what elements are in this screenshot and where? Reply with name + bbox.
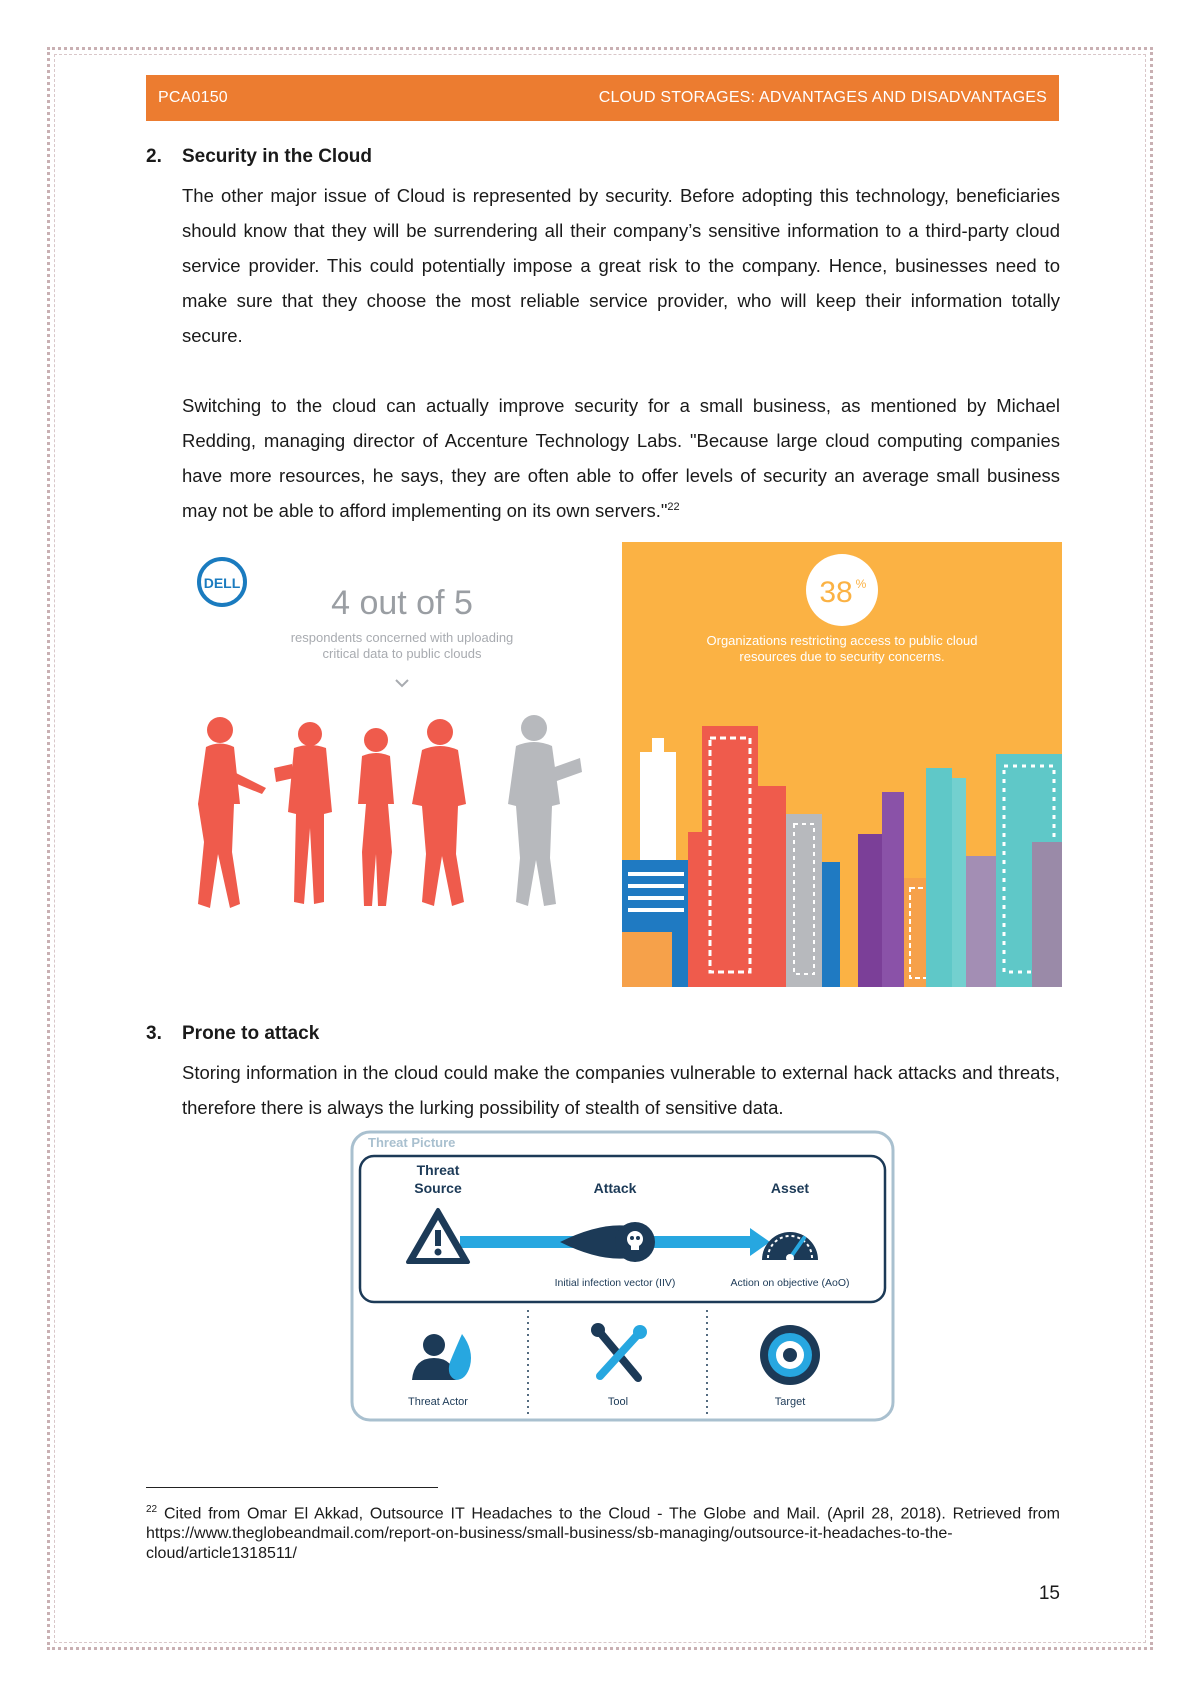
tool-label: Tool <box>607 1396 629 1408</box>
threat-actor-label: Threat Actor <box>408 1396 468 1408</box>
caption-left-line2: critical data to public clouds <box>322 646 482 661</box>
svg-text:DELL: DELL <box>203 575 241 591</box>
caption-left-line1: respondents concerned with uploading <box>290 630 514 645</box>
svg-text:%: % <box>855 577 867 591</box>
footnote-number: 22 <box>146 1504 158 1515</box>
page-number: 15 <box>1038 1583 1060 1604</box>
attack-label: Attack <box>593 1180 637 1196</box>
paragraph-prone-to-attack <box>182 1055 1060 1125</box>
running-header <box>146 75 1059 121</box>
dell-cloud-security-infographic <box>182 542 1062 987</box>
svg-text:38: 38 <box>819 576 853 609</box>
footnote-text: Cited from Omar El Akkad, Outsource IT Headaches to the Cloud - The Globe and Mail. (April 28, 2018). Retrieved from https://www.theglobeandmail.com/report-on-business/small-business/sb-managing/outsource-it-headaches-to-the-cloud/article1318511/ <box>146 1505 1060 1563</box>
target-icon <box>760 1325 820 1385</box>
iiv-label: Initial infection vector (IIV) <box>554 1277 676 1289</box>
section-title: Security in the Cloud <box>182 146 373 167</box>
threat-source-label-1: Threat <box>416 1162 460 1178</box>
footnote <box>146 1500 1060 1564</box>
paragraph-text: The other major issue of Cloud is represented by security. Before adopting this technology, beneficiaries should know that they will be surrendering all their company’s sensitive information to a third-party cloud service provider. This could potentially impose a great risk to the company. Hence, businesses need to make sure that they choose the most reliable service provider, who will keep their information totally secure. <box>182 185 1060 346</box>
threat-picture-title: Threat Picture <box>368 1135 456 1150</box>
caption-right-line1: Organizations restricting access to public cloud <box>706 633 978 648</box>
header-doc-title: CLOUD STORAGES: ADVANTAGES AND DISADVANTAGES <box>598 89 1047 106</box>
aoo-label: Action on objective (AoO) <box>730 1277 850 1289</box>
paragraph-security-1 <box>182 178 1060 353</box>
section-number: 2. <box>146 146 162 167</box>
stat-badge-38-percent <box>806 554 878 626</box>
footnote-reference[interactable]: 22 <box>667 500 680 513</box>
paragraph-security-2 <box>182 388 1060 528</box>
asset-label: Asset <box>770 1180 810 1196</box>
section-heading-prone-to-attack <box>146 1023 319 1045</box>
paragraph-text: Storing information in the cloud could make the companies vulnerable to external hack attacks and threats, therefore there is always the lurking possibility of stealth of sensitive data. <box>182 1062 1060 1118</box>
target-label: Target <box>774 1396 806 1408</box>
paragraph-text: Switching to the cloud can actually improve security for a small business, as mentioned by Michael Redding, managing director of Accenture Technology Labs. "Because large cloud computing companies have more resources, he says, they are often able to offer levels of security an average small business may not be able to afford implementing on its own servers." <box>182 395 1060 521</box>
header-doc-code: PCA0150 <box>158 89 228 106</box>
section-title: Prone to attack <box>182 1023 320 1044</box>
threat-picture-diagram <box>350 1130 895 1422</box>
section-number: 3. <box>146 1023 162 1044</box>
section-heading-security <box>146 146 372 168</box>
footnote-separator <box>146 1487 438 1488</box>
threat-source-label-2: Source <box>414 1180 462 1196</box>
caption-right-line2: resources due to security concerns. <box>739 649 945 664</box>
stat-four-out-of-five: 4 out of 5 <box>331 584 473 622</box>
